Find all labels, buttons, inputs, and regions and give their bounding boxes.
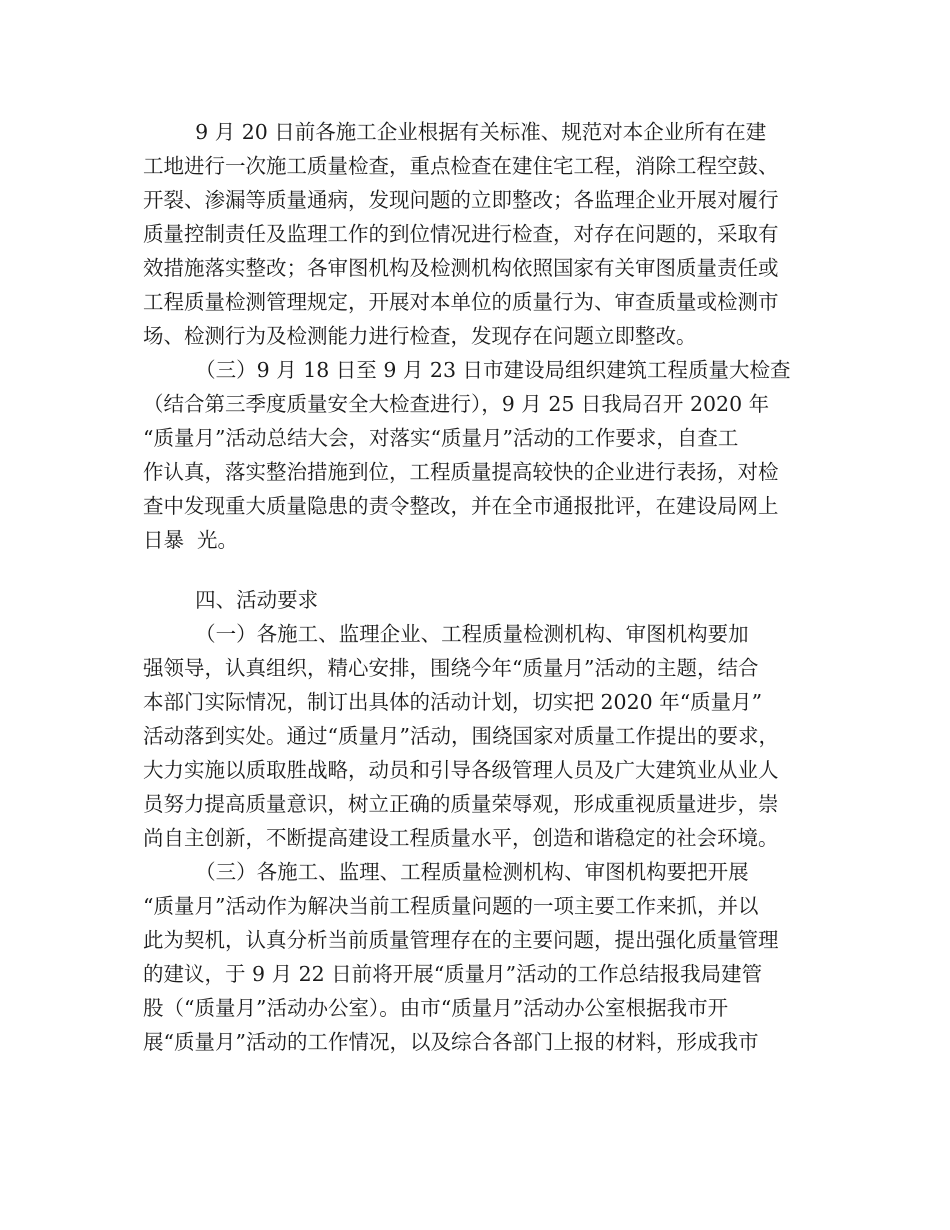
text-line: （三）9 月 18 日至 9 月 23 日市建设局组织建筑工程质量大检查 — [143, 358, 791, 382]
text-line: 员努力提高质量意识，树立正确的质量荣辱观，形成重视质量进步，崇 — [143, 792, 779, 816]
text-line: 效措施落实整改；各审图机构及检测机构依照国家有关审图质量责任或 — [143, 256, 779, 280]
section-heading: 四、活动要求 — [143, 588, 319, 612]
text-line: 查中发现重大质量隐患的责令整改，并在全市通报批评，在建设局网上 — [143, 494, 779, 518]
text-line: 活动落到实处。通过“质量月”活动，围绕国家对质量工作提出的要求， — [143, 724, 779, 748]
text-line: “质量月”活动总结大会，对落实“质量月”活动的工作要求，自查工 — [143, 426, 739, 450]
text-line: 开裂、渗漏等质量通病，发现问题的立即整改；各监理企业开展对履行 — [143, 188, 779, 212]
text-line: 日暴 光。 — [143, 528, 239, 552]
text-line: 9 月 20 日前各施工企业根据有关标准、规范对本企业所有在建 — [143, 120, 767, 144]
text-line: 质量控制责任及监理工作的到位情况进行检查，对存在问题的，采取有 — [143, 222, 779, 246]
text-line: 尚自主创新，不断提高建设工程质量水平，创造和谐稳定的社会环境。 — [143, 826, 779, 850]
text-line: 展“质量月”活动的工作情况，以及综合各部门上报的材料，形成我市 — [143, 1030, 759, 1054]
text-line: 的建议，于 9 月 22 日前将开展“质量月”活动的工作总结报我局建管 — [143, 962, 763, 986]
text-line: 本部门实际情况，制订出具体的活动计划，切实把 2020 年“质量月” — [143, 690, 763, 714]
text-line: 强领导，认真组织，精心安排，围绕今年“质量月”活动的主题，结合 — [143, 656, 759, 680]
text-line: 工地进行一次施工质量检查，重点检查在建住宅工程，消除工程空鼓、 — [143, 154, 779, 178]
text-line: （结合第三季度质量安全大检查进行），9 月 25 日我局召开 2020 年 — [143, 392, 770, 416]
text-line: “质量月”活动作为解决当前工程质量问题的一项主要工作来抓，并以 — [143, 894, 759, 918]
text-line: 此为契机，认真分析当前质量管理存在的主要问题，提出强化质量管理 — [143, 928, 779, 952]
text-line: 工程质量检测管理规定，开展对本单位的质量行为、审查质量或检测市 — [143, 290, 779, 314]
text-line: （一）各施工、监理企业、工程质量检测机构、审图机构要加 — [143, 622, 749, 646]
text-line: 大力实施以质取胜战略，动员和引导各级管理人员及广大建筑业从业人 — [143, 758, 779, 782]
text-line: 作认真，落实整治措施到位，工程质量提高较快的企业进行表扬，对检 — [143, 460, 779, 484]
text-line: 股（“质量月”活动办公室）。由市“质量月”活动办公室根据我市开 — [143, 996, 729, 1020]
text-line: （三）各施工、监理、工程质量检测机构、审图机构要把开展 — [143, 860, 749, 884]
text-line: 场、检测行为及检测能力进行检查，发现存在问题立即整改。 — [143, 324, 697, 348]
